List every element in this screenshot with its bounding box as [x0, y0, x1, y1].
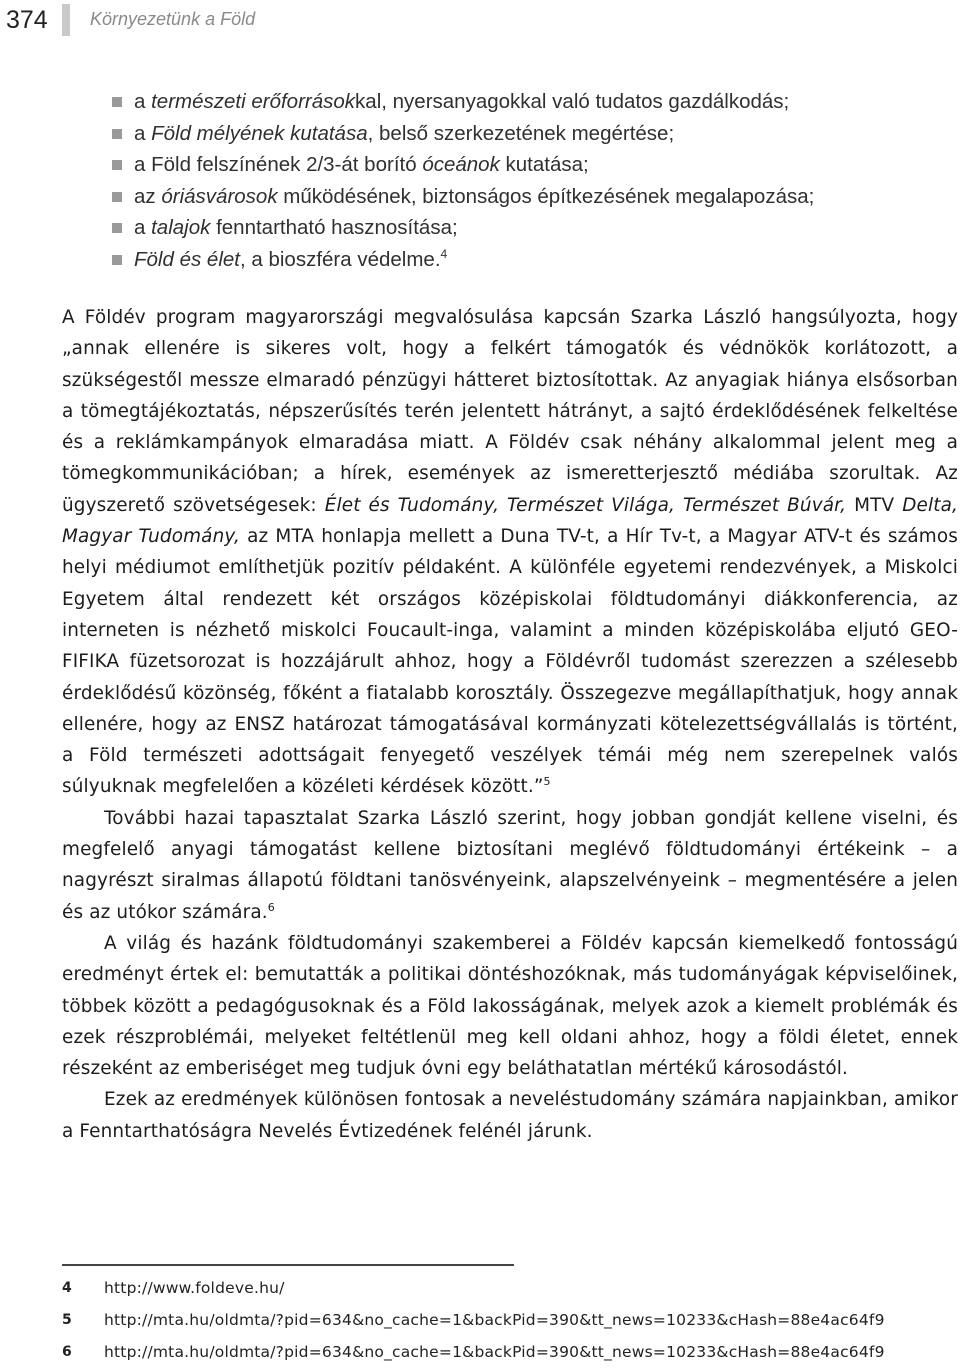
footnote-reference[interactable]: 4	[440, 246, 448, 261]
square-bullet-icon	[112, 160, 122, 170]
footnote-reference[interactable]: 6	[267, 900, 275, 914]
footnote-number: 4	[62, 1280, 72, 1296]
footnote-divider	[62, 1264, 514, 1266]
paragraph-1: A Földév program magyarországi megvalósulása kapcsán Szarka László hangsúlyozta, hogy „annak ellenére is sikeres volt, hogy a felkért támogatók és védnökök korlátozott, a szükségestől messze elmaradó pénzügyi hátteret biztosítottak. Az anyagiak hiánya elsősorban a tömegtájékoztatás, népszerűsítés terén jelentett hátrányt, a sajtó érdeklődésének felkeltése és a reklámkampányok elmaradása miatt. A Földév csak néhány alkalommal jelent meg a tömegkommunikációban; a hírek, események az ismeretterjesztő médiába szorultak. Az ügyszerető szövetségesek: Élet és Tudomány, Természet Világa, Természet Búvár, MTV Delta, Magyar Tudomány, az MTA honlapja mellett a Duna TV-t, a Hír Tv-t, a Magyar ATV-t és számos helyi médiumot említhetjük pozitív példaként. A különféle egyetemi rendezvények, a Miskolci Egyetem által rendezett két országos középiskolai földtudományi diákkonferencia, az interneten is nézhető miskolci Foucault-inga, valamint a minden középiskolába eljutó GEO-FIFIKA füzetsorozat is hozzájárult ahhoz, hogy a Földévről tudomást szerezzen a szélesebb érdeklődésű közönség, főként a fiatalabb korosztály. Összegezve megállapíthatjuk, hogy annak ellenére, hogy az ENSZ határozat támogatásával kormányzati kötelezettségvállalás is történt, a Föld természeti adottságait fenyegető veszélyek témái még nem szerepelnek valós súlyuknak megfelelően a közéleti kérdések között.”$^5$	[62, 307, 958, 798]
footnote-number: 5	[62, 1312, 72, 1328]
bullet-item: Föld és élet, a bioszféra védelme.$^4$	[112, 244, 814, 276]
bullet-item: az óriásvárosok működésének, biztonságos építkezésének megalapozása;	[112, 181, 814, 213]
footnote-link[interactable]: http://mta.hu/oldmta/?pid=634&no_cache=1&backPid=390&tt_news=10233&cHash=88e4ac64f9	[104, 1311, 885, 1329]
footnote-number: 6	[62, 1344, 72, 1360]
bullet-item: a Föld felszínének 2/3-át borító óceánok kutatása;	[112, 149, 814, 181]
bullet-item: a természeti erőforrásokkal, nyersanyagokkal való tudatos gazdálkodás;	[112, 86, 814, 118]
page-header	[0, 0, 960, 44]
footnote	[62, 1304, 958, 1336]
paragraph-4: Ezek az eredmények különösen fontosak a neveléstudomány számára napjainkban, amikor a Fenntarthatóságra Nevelés Évtizedének felénél járunk.	[62, 1089, 958, 1142]
footnote	[62, 1272, 958, 1304]
page-number: 374	[6, 6, 48, 34]
footnote-reference[interactable]: 5	[543, 775, 551, 789]
square-bullet-icon	[112, 192, 122, 202]
footnote	[62, 1336, 958, 1368]
header-divider-bar	[62, 4, 70, 36]
bullet-item: a talajok fenntartható hasznosítása;	[112, 212, 814, 244]
square-bullet-icon	[112, 223, 122, 233]
body-text	[62, 302, 958, 1147]
square-bullet-icon	[112, 255, 122, 265]
square-bullet-icon	[112, 129, 122, 139]
paragraph-2: További hazai tapasztalat Szarka László szerint, hogy jobban gondját kellene viselni, és megfelelő anyagi támogatást kellene biztosítani meglévő földtudományi értékeink – a nagyrészt siralmas állapotú földtani tanösvényeink, alapszelvényeink – megmentésére a jelen és az utókor számára.$^6$	[62, 807, 958, 923]
footnote-link[interactable]: http://www.foldeve.hu/	[104, 1279, 285, 1297]
square-bullet-icon	[112, 97, 122, 107]
running-title: Környezetünk a Föld	[90, 9, 256, 29]
footnotes	[62, 1272, 958, 1368]
topic-bullet-list	[112, 86, 814, 275]
footnote-link[interactable]: http://mta.hu/oldmta/?pid=634&no_cache=1&backPid=390&tt_news=10233&cHash=88e4ac64f9	[104, 1343, 885, 1361]
bullet-item: a Föld mélyének kutatása, belső szerkezetének megértése;	[112, 118, 814, 150]
paragraph-3: A világ és hazánk földtudományi szakemberei a Földév kapcsán kiemelkedő fontosságú eredményt értek el: bemutatták a politikai döntéshozóknak, más tudományágak képviselőinek, többek között a pedagógusoknak és a Föld lakosságának, melyek azok a kiemelt problémák és ezek részproblémái, melyeket feltétlenül meg kell oldani ahhoz, hogy a földi életet, ennek részeként az emberiséget meg tudjuk óvni egy beláthatatlan mértékű károsodástól.	[62, 932, 958, 1080]
